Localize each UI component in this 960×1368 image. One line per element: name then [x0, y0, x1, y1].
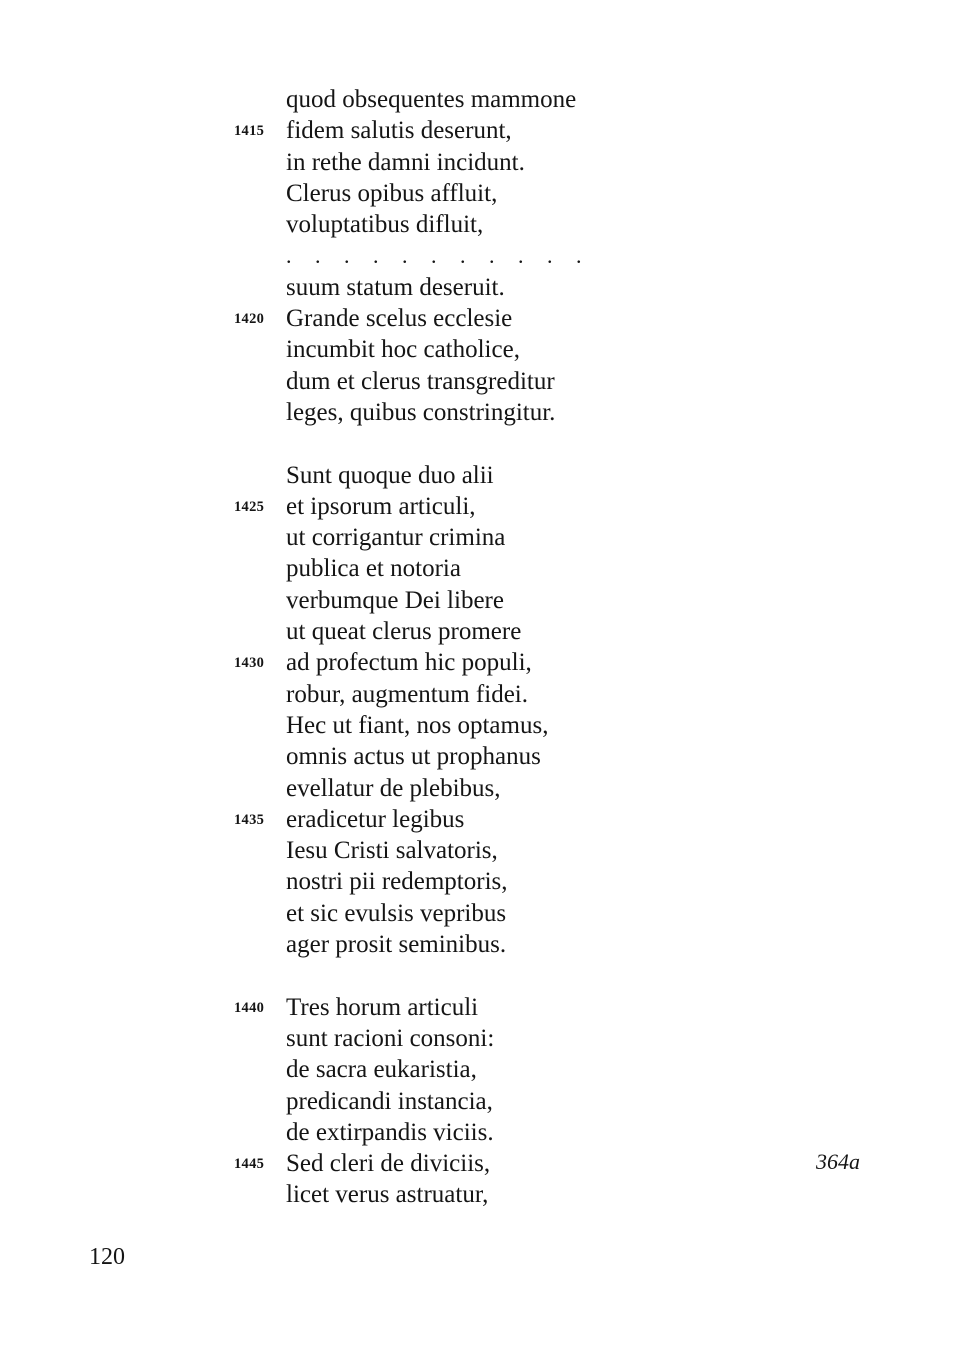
verse-text: suum statum deseruit.	[286, 273, 505, 301]
verse-line	[0, 1086, 960, 1117]
verse-line	[0, 272, 960, 303]
verse-line	[0, 303, 960, 334]
verse-text: quod obsequentes mammone	[286, 86, 577, 113]
stanza	[0, 84, 960, 428]
line-number: 1445	[234, 1156, 265, 1173]
margin-note: 364a	[816, 1149, 860, 1174]
verse-text: Clerus opibus affluit,	[286, 179, 498, 207]
verse-text: sunt racioni consoni:	[286, 1024, 495, 1052]
verse-text: de sacra eukaristia,	[286, 1056, 477, 1084]
verse-text: Iesu Cristi salvatoris,	[286, 837, 498, 865]
verse-line	[0, 1117, 960, 1148]
line-number: 1435	[234, 811, 265, 828]
stanza-gap	[0, 960, 960, 991]
verse-text: Sed cleri de diviciis,	[286, 1150, 491, 1178]
verse-line	[0, 553, 960, 584]
verse-text: verbumque Dei libere	[286, 586, 504, 614]
verse-line	[0, 522, 960, 553]
verse-line	[0, 1023, 960, 1054]
verse-text: robur, augmentum fidei.	[286, 680, 528, 708]
line-number: 1425	[234, 498, 265, 515]
verse-line	[0, 334, 960, 365]
poem-text	[0, 84, 960, 1211]
verse-line	[0, 397, 960, 428]
verse-text: Sunt quoque duo alii	[286, 461, 494, 489]
verse-text: Tres horum articuli	[286, 993, 479, 1021]
verse-line	[0, 491, 960, 522]
verse-line	[0, 679, 960, 710]
verse-text: leges, quibus constringitur.	[286, 398, 556, 426]
verse-line	[0, 84, 960, 115]
verse-text: voluptatibus difluit,	[286, 211, 484, 239]
verse-text: ager prosit seminibus.	[286, 931, 507, 959]
verse-line	[0, 647, 960, 678]
verse-text: et sic evulsis vepribus	[286, 899, 507, 927]
verse-line	[0, 898, 960, 929]
verse-text: Grande scelus ecclesie	[286, 305, 513, 333]
verse-line	[0, 1054, 960, 1085]
verse-text: nostri pii redemptoris,	[286, 868, 508, 896]
verse-line	[0, 585, 960, 616]
lacuna-line	[0, 240, 960, 271]
line-number: 1415	[234, 123, 265, 140]
line-number: 1440	[234, 999, 265, 1016]
verse-text: . . . . . . . . . . .	[286, 243, 591, 269]
verse-line	[0, 741, 960, 772]
verse-text: ut queat clerus promere	[286, 618, 522, 646]
verse-text: licet verus astruatur,	[286, 1181, 489, 1209]
verse-line	[0, 866, 960, 897]
verse-line	[0, 773, 960, 804]
verse-text: et ipsorum articuli,	[286, 492, 476, 520]
verse-text: incumbit hoc catholice,	[286, 336, 520, 364]
verse-line	[0, 1179, 960, 1210]
verse-text: evellatur de plebibus,	[286, 774, 501, 802]
line-number: 1420	[234, 311, 265, 328]
line-number: 1430	[234, 655, 265, 672]
verse-text: de extirpandis viciis.	[286, 1118, 494, 1146]
verse-text: ad profectum hic populi,	[286, 649, 532, 677]
verse-text: in rethe damni incidunt.	[286, 148, 525, 176]
verse-text: fidem salutis deserunt,	[286, 117, 512, 145]
verse-line	[0, 804, 960, 835]
verse-text: omnis actus ut prophanus	[286, 743, 541, 771]
verse-text: ut corrigantur crimina	[286, 524, 506, 552]
verse-line	[0, 115, 960, 146]
verse-line	[0, 209, 960, 240]
verse-line	[0, 929, 960, 960]
page-number: 120	[89, 1244, 125, 1270]
verse-line	[0, 178, 960, 209]
verse-text: predicandi instancia,	[286, 1087, 493, 1115]
verse-line	[0, 835, 960, 866]
stanza	[0, 992, 960, 1211]
verse-line	[0, 460, 960, 491]
stanza-gap	[0, 428, 960, 459]
stanza	[0, 460, 960, 961]
verse-line	[0, 616, 960, 647]
verse-line	[0, 710, 960, 741]
verse-text: Hec ut fiant, nos optamus,	[286, 711, 549, 739]
verse-line	[0, 992, 960, 1023]
verse-text: eradicetur legibus	[286, 805, 465, 833]
verse-line	[0, 147, 960, 178]
verse-line	[0, 366, 960, 397]
verse-text: dum et clerus transgreditur	[286, 367, 555, 395]
verse-text: publica et notoria	[286, 555, 461, 583]
